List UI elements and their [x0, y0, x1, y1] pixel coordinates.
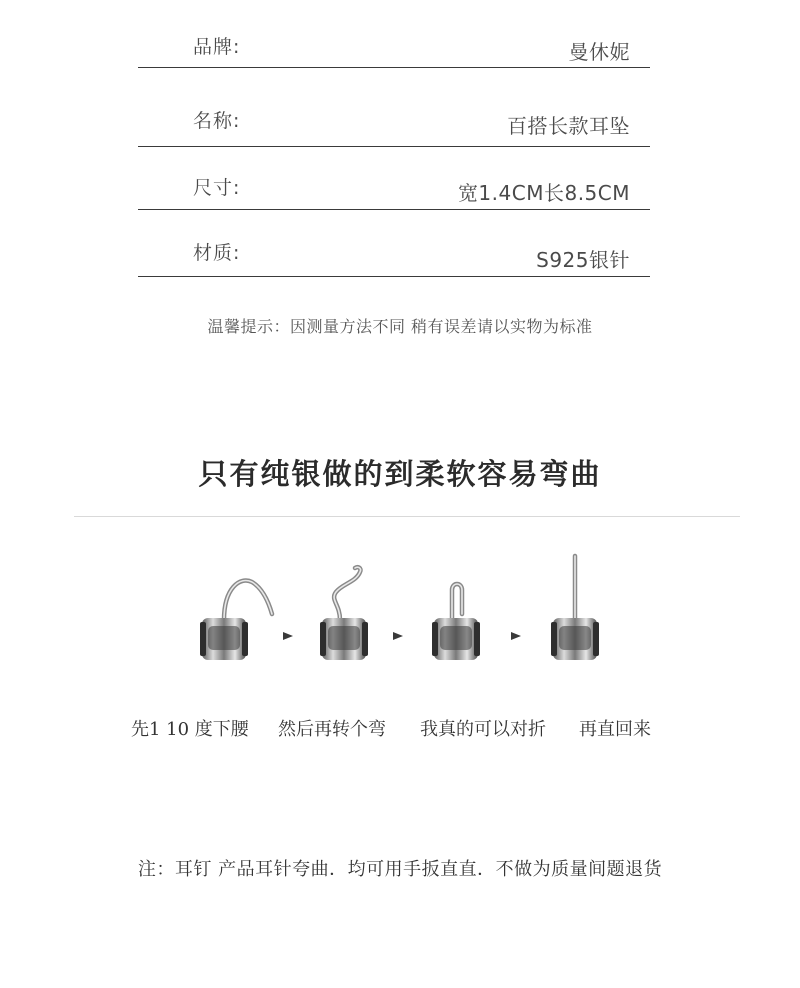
spec-row-name [138, 68, 650, 147]
spec-label: 尺寸: [193, 177, 241, 199]
step-caption-1: 先1 10 度下腰 [131, 719, 249, 740]
arrow-right-icon [283, 632, 293, 640]
earring-straight-icon [551, 556, 599, 660]
earring-folded-icon [432, 584, 480, 660]
spec-label: 材质: [193, 242, 241, 264]
earring-s-curve-icon [320, 567, 368, 660]
spec-value: 曼休妮 [568, 40, 630, 64]
arrow-right-icon [393, 632, 403, 640]
title-divider [74, 516, 740, 517]
spec-label: 品牌: [193, 36, 241, 58]
step-caption-4: 再直回来 [579, 719, 651, 740]
spec-row-material [138, 210, 650, 277]
section-title: 只有纯银做的到柔软容易弯曲 [198, 457, 602, 491]
spec-value: 百搭长款耳坠 [507, 114, 630, 138]
step-caption-2: 然后再转个弯 [278, 719, 386, 740]
arrow-right-icon [511, 632, 521, 640]
bending-steps-illustration [180, 548, 620, 678]
return-policy-footnote: 注：耳钉 产品耳针夸曲．均可用手扳直直．不做为质量间题退货 [137, 859, 663, 880]
spec-row-brand [138, 18, 650, 68]
earring-bent-90-icon [200, 581, 272, 660]
step-caption-3: 我真的可以对折 [420, 719, 546, 740]
measurement-notice: 温馨提示：因测量方法不同 稍有误差请以实物为标准 [207, 317, 593, 336]
spec-value: S925银针 [536, 248, 630, 272]
spec-table [138, 18, 650, 277]
spec-row-size [138, 147, 650, 210]
spec-label: 名称: [193, 110, 241, 132]
spec-value: 宽1.4CM长8.5CM [457, 181, 630, 205]
